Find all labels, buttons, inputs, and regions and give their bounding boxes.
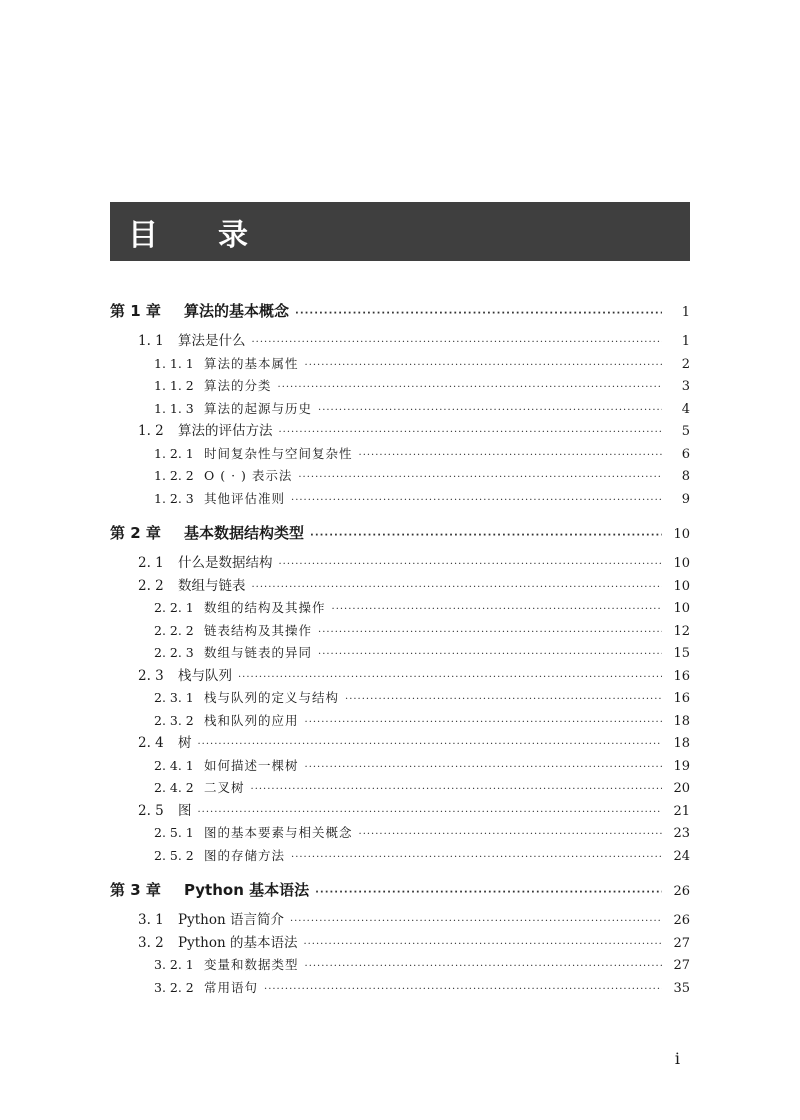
- toc-entry-number: 1. 1. 1: [154, 355, 194, 371]
- page-title-char-2: 录: [218, 217, 248, 253]
- toc-entry-number: 2. 2: [138, 577, 164, 594]
- toc-entry-section[interactable]: [110, 420, 690, 443]
- dot-leader: [295, 301, 662, 327]
- toc-entry-title: 数组的结构及其操作: [204, 600, 326, 615]
- dot-leader: [305, 757, 662, 780]
- toc-entry-subsection[interactable]: [110, 620, 690, 643]
- toc-entry-page: 27: [673, 958, 690, 973]
- toc-entry-subsection[interactable]: [110, 687, 690, 710]
- toc-entry-title: 栈与队列: [178, 667, 232, 684]
- toc-entry-page: 1: [681, 334, 690, 349]
- toc-entry-section[interactable]: [110, 330, 690, 353]
- dot-leader: [252, 577, 663, 600]
- toc-entry-title: 其他评估准则: [204, 490, 286, 506]
- dot-leader: [298, 467, 662, 490]
- toc-entry-title: 算法的基本概念: [184, 302, 290, 320]
- toc-entry-number: 2. 5. 2: [154, 847, 194, 863]
- toc-entry-page: 6: [681, 446, 690, 462]
- toc-entry-page: 2: [681, 356, 690, 372]
- toc-entry-number: 第 3 章: [110, 881, 161, 899]
- toc-entry-page: 26: [673, 913, 690, 928]
- dot-leader: [315, 880, 662, 906]
- toc-entry-number: 1. 2. 2: [154, 468, 194, 483]
- toc-entry-page: 4: [681, 401, 690, 417]
- table-of-contents: [110, 298, 690, 999]
- toc-entry-title: 常用语句: [204, 979, 259, 995]
- toc-entry-number: 2. 5: [138, 802, 164, 819]
- dot-leader: [332, 599, 662, 622]
- toc-entry-number: 2. 4. 1: [154, 757, 194, 773]
- toc-entry-chapter[interactable]: [110, 877, 690, 903]
- toc-entry-page: 1: [681, 305, 690, 320]
- toc-entry-number: 1. 1: [138, 333, 164, 349]
- toc-entry-number: 3. 2. 2: [154, 979, 194, 995]
- toc-entry-section[interactable]: [110, 932, 690, 955]
- toc-entry-title: 算法的起源与历史: [204, 400, 313, 416]
- toc-entry-title: 时间复杂性与空间复杂性: [204, 445, 353, 461]
- dot-leader: [345, 689, 662, 712]
- toc-entry-section[interactable]: [110, 732, 690, 755]
- dot-leader: [305, 355, 662, 378]
- toc-entry-title: 链表结构及其操作: [204, 622, 313, 638]
- dot-leader: [198, 802, 663, 825]
- toc-entry-number: 2. 2. 1: [154, 600, 194, 615]
- page-number: i: [674, 1049, 680, 1068]
- toc-entry-number: 1. 2. 3: [154, 490, 194, 506]
- toc-entry-title: 算法的基本属性: [204, 355, 299, 371]
- toc-entry-number: 1. 1. 3: [154, 400, 194, 416]
- toc-entry-number: 2. 2. 2: [154, 622, 194, 638]
- toc-entry-page: 19: [673, 758, 690, 774]
- toc-entry-page: 20: [673, 781, 690, 796]
- toc-entry-subsection[interactable]: [110, 954, 690, 977]
- toc-entry-page: 35: [673, 980, 690, 996]
- dot-leader: [279, 422, 663, 445]
- toc-entry-section[interactable]: [110, 575, 690, 598]
- toc-entry-subsection[interactable]: [110, 642, 690, 665]
- dot-leader: [252, 332, 663, 355]
- toc-entry-title: 栈和队列的应用: [204, 712, 299, 728]
- dot-leader: [318, 622, 662, 645]
- toc-entry-title: 如何描述一棵树: [204, 757, 299, 773]
- dot-leader: [359, 824, 662, 847]
- toc-entry-subsection[interactable]: [110, 977, 690, 1000]
- toc-entry-page: 8: [681, 469, 690, 484]
- toc-entry-page: 10: [673, 556, 690, 571]
- toc-entry-page: 15: [673, 646, 690, 661]
- dot-leader: [318, 644, 662, 667]
- toc-entry-title: 算法是什么: [178, 333, 246, 349]
- toc-entry-title: 图的基本要素与相关概念: [204, 825, 353, 840]
- toc-entry-title: Python 的基本语法: [178, 934, 298, 951]
- toc-entry-chapter[interactable]: [110, 520, 690, 546]
- toc-entry-number: 3. 1: [138, 912, 164, 928]
- toc-entry-title: 算法的分类: [204, 378, 272, 393]
- toc-entry-subsection[interactable]: [110, 443, 690, 466]
- toc-entry-number: 3. 2: [138, 934, 164, 951]
- dot-leader: [310, 523, 662, 549]
- dot-leader: [303, 934, 662, 957]
- toc-entry-number: 第 1 章: [110, 302, 161, 320]
- toc-entry-page: 3: [681, 379, 690, 394]
- toc-entry-subsection[interactable]: [110, 822, 690, 845]
- dot-leader: [290, 911, 662, 934]
- toc-entry-chapter[interactable]: [110, 298, 690, 324]
- toc-entry-number: 2. 3. 2: [154, 712, 194, 728]
- toc-entry-section[interactable]: [110, 909, 690, 932]
- page-title-char-1: 目: [128, 217, 158, 253]
- toc-entry-subsection[interactable]: [110, 777, 690, 800]
- toc-entry-title: 基本数据结构类型: [184, 524, 305, 542]
- toc-entry-number: 2. 1: [138, 555, 164, 571]
- toc-entry-subsection[interactable]: [110, 597, 690, 620]
- toc-entry-page: 23: [673, 826, 690, 841]
- toc-entry-page: 18: [673, 736, 690, 751]
- toc-entry-number: 2. 4: [138, 735, 164, 751]
- toc-entry-title: Python 语言简介: [178, 912, 284, 928]
- toc-entry-subsection[interactable]: [110, 398, 690, 421]
- toc-entry-title: 什么是数据结构: [178, 555, 273, 571]
- toc-entry-section[interactable]: [110, 552, 690, 575]
- toc-entry-title: 栈与队列的定义与结构: [204, 690, 340, 705]
- toc-entry-subsection[interactable]: [110, 353, 690, 376]
- toc-entry-page: 16: [673, 691, 690, 706]
- toc-entry-title: 变量和数据类型: [204, 957, 299, 972]
- toc-entry-number: 第 2 章: [110, 524, 161, 542]
- dot-leader: [305, 956, 662, 979]
- toc-entry-subsection[interactable]: [110, 845, 690, 868]
- toc-entry-page: 10: [673, 601, 690, 616]
- toc-entry-title: 数组与链表的异同: [204, 645, 313, 660]
- toc-entry-number: 1. 2: [138, 423, 164, 439]
- toc-entry-page: 21: [673, 803, 690, 819]
- dot-leader: [278, 377, 662, 400]
- toc-entry-number: 3. 2. 1: [154, 957, 194, 972]
- toc-entry-title: 图: [178, 802, 192, 819]
- toc-entry-number: 2. 5. 1: [154, 825, 194, 840]
- toc-entry-number: 1. 1. 2: [154, 378, 194, 393]
- toc-entry-subsection[interactable]: [110, 488, 690, 511]
- toc-entry-section[interactable]: [110, 800, 690, 823]
- toc-entry-page: 27: [673, 935, 690, 951]
- toc-entry-page: 26: [673, 884, 690, 899]
- toc-entry-number: 2. 4. 2: [154, 780, 194, 795]
- dot-leader: [198, 734, 663, 757]
- dot-leader: [318, 400, 662, 423]
- dot-leader: [291, 847, 662, 870]
- dot-leader: [291, 490, 662, 513]
- toc-entry-subsection[interactable]: [110, 465, 690, 488]
- toc-entry-page: 18: [673, 713, 690, 729]
- dot-leader: [359, 445, 662, 468]
- toc-entry-title: 数组与链表: [178, 577, 246, 594]
- toc-entry-page: 16: [673, 668, 690, 684]
- dot-leader: [279, 554, 663, 577]
- toc-entry-title: Python 基本语法: [184, 881, 310, 899]
- toc-entry-subsection[interactable]: [110, 710, 690, 733]
- dot-leader: [251, 779, 662, 802]
- toc-entry-number: 2. 2. 3: [154, 645, 194, 660]
- toc-entry-page: 10: [673, 527, 690, 542]
- toc-entry-page: 5: [681, 424, 690, 439]
- toc-entry-page: 9: [681, 491, 690, 507]
- dot-leader: [264, 979, 662, 1002]
- toc-entry-page: 12: [673, 623, 690, 639]
- dot-leader: [305, 712, 662, 735]
- toc-entry-title: 图的存储方法: [204, 847, 286, 863]
- toc-entry-title: 树: [178, 735, 192, 751]
- toc-entry-title: 二叉树: [204, 780, 245, 795]
- toc-entry-subsection[interactable]: [110, 755, 690, 778]
- toc-entry-number: 2. 3. 1: [154, 690, 194, 705]
- toc-entry-number: 2. 3: [138, 667, 164, 684]
- toc-entry-subsection[interactable]: [110, 375, 690, 398]
- toc-entry-title: 算法的评估方法: [178, 423, 273, 439]
- toc-entry-section[interactable]: [110, 665, 690, 688]
- dot-leader: [238, 667, 662, 690]
- toc-entry-page: 24: [673, 848, 690, 864]
- toc-entry-number: 1. 2. 1: [154, 445, 194, 461]
- toc-entry-page: 10: [673, 578, 690, 594]
- toc-header-banner: [110, 202, 690, 261]
- toc-entry-title: O ( · ) 表示法: [204, 468, 293, 483]
